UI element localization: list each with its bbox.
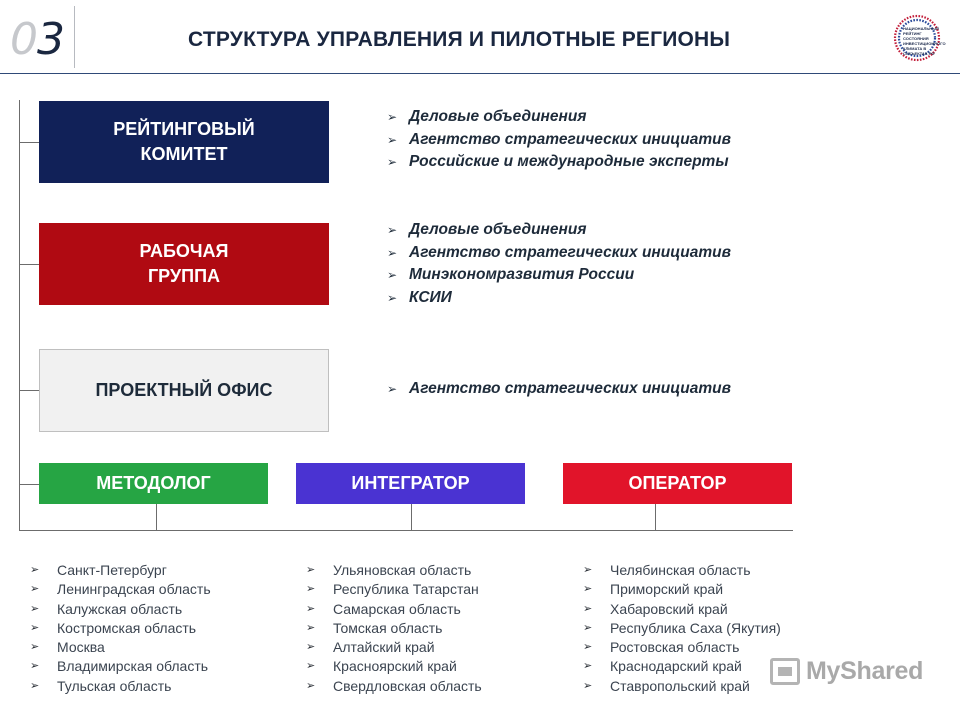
myshared-icon — [770, 658, 800, 685]
bullet-arrow-icon: ➢ — [306, 621, 316, 634]
methodologist-label: МЕТОДОЛОГ — [96, 473, 211, 493]
rating-committee-label: РЕЙТИНГОВЫЙ КОМИТЕТ — [113, 119, 255, 164]
list-item — [30, 638, 211, 657]
header-divider — [74, 6, 75, 68]
list-item — [583, 561, 781, 580]
list-item — [30, 619, 211, 638]
list-item — [387, 151, 731, 174]
list-item-text: Деловые объединения — [409, 108, 587, 125]
list-item-text: Челябинская область — [610, 562, 751, 578]
bullet-arrow-icon: ➢ — [306, 564, 316, 576]
watermark-text: MyShared — [806, 657, 924, 685]
rating-logo-text: НАЦИОНАЛЬНЫЙ РЕЙТИНГ СОСТОЯНИЯ ИНВЕСТИЦИОННОГО КЛИМАТА В СУБЪЕКТАХ РФ — [903, 26, 946, 56]
list-item-text: Российские и международные эксперты — [409, 153, 729, 170]
list-item — [583, 600, 781, 619]
hierarchy-line — [19, 100, 20, 531]
list-item-text: Ростовская область — [610, 639, 740, 656]
list-item-text: Москва — [57, 639, 105, 656]
list-item — [30, 657, 211, 676]
page-title: СТРУКТУРА УПРАВЛЕНИЯ И ПИЛОТНЫЕ РЕГИОНЫ — [188, 28, 731, 51]
bullet-arrow-icon: ➢ — [583, 564, 593, 576]
bullet-arrow-icon: ➢ — [387, 132, 398, 147]
bullet-arrow-icon: ➢ — [583, 602, 593, 615]
connector-working — [19, 264, 39, 265]
list-item-text: Республика Саха (Якутия) — [610, 619, 781, 636]
list-item — [583, 638, 781, 657]
list-item — [387, 287, 731, 310]
list-item — [387, 264, 731, 287]
list-item — [306, 657, 482, 676]
list-item-text: Красноярский край — [333, 658, 457, 675]
list-item-text: Санкт-Петербург — [57, 562, 167, 578]
list-item-text: Ленинградская область — [57, 581, 211, 598]
project-office-label: ПРОЕКТНЫЙ ОФИС — [95, 380, 273, 400]
list-item-text: Минэкономразвития России — [409, 266, 635, 283]
operator-box — [563, 463, 792, 504]
bullet-arrow-icon: ➢ — [30, 621, 40, 634]
list-item-text: Костромская область — [57, 619, 197, 636]
list-item — [583, 619, 781, 638]
methodologist-regions — [30, 561, 211, 696]
list-item — [387, 129, 731, 152]
list-item-text: Томская область — [333, 619, 443, 636]
list-item-text: Агентство стратегических инициатив — [409, 380, 731, 397]
working-group-label: РАБОЧАЯ ГРУППА — [139, 241, 229, 286]
list-item-text: Деловые объединения — [409, 221, 587, 238]
list-item-text: Калужская область — [57, 600, 183, 617]
slide-number-zero: 0 — [10, 14, 37, 65]
integrator-box — [296, 463, 525, 504]
bullet-arrow-icon: ➢ — [387, 290, 398, 305]
bullet-arrow-icon: ➢ — [306, 660, 316, 673]
list-item-text: Самарская область — [333, 600, 461, 617]
list-item — [306, 677, 482, 696]
list-item — [30, 561, 211, 580]
list-item-text: Алтайский край — [333, 639, 435, 656]
project-office-box — [39, 349, 329, 432]
bullet-arrow-icon: ➢ — [30, 660, 40, 673]
connector-operator — [655, 504, 656, 531]
list-item — [306, 600, 482, 619]
list-item-text: Краснодарский край — [610, 658, 742, 675]
list-item-text: Приморский край — [610, 581, 724, 598]
bullet-arrow-icon: ➢ — [387, 382, 398, 396]
bullet-arrow-icon: ➢ — [30, 602, 40, 615]
list-item-text: Ставропольский край — [610, 677, 750, 694]
list-item — [30, 677, 211, 696]
slide-number-digit: 3 — [37, 14, 64, 65]
list-item — [583, 677, 781, 696]
operator-label: ОПЕРАТОР — [628, 473, 727, 493]
working-group-members — [387, 219, 731, 309]
list-item — [306, 619, 482, 638]
bullet-arrow-icon: ➢ — [387, 155, 398, 169]
bullet-arrow-icon: ➢ — [387, 268, 398, 282]
header-rule — [0, 73, 960, 74]
list-item-text: Свердловская область — [333, 677, 482, 694]
list-item-text: КСИИ — [409, 288, 452, 306]
bullet-arrow-icon: ➢ — [30, 679, 40, 692]
methodologist-box — [39, 463, 268, 504]
bullet-arrow-icon: ➢ — [306, 679, 316, 692]
bullet-arrow-icon: ➢ — [30, 583, 40, 596]
bullet-arrow-icon: ➢ — [583, 621, 593, 634]
list-item-text: Агентство стратегических инициатив — [409, 130, 731, 148]
list-item-text: Республика Татарстан — [333, 581, 479, 598]
list-item — [583, 657, 781, 676]
connector-rating — [19, 142, 39, 143]
bullet-arrow-icon: ➢ — [583, 583, 593, 596]
list-item — [387, 242, 731, 265]
bullet-arrow-icon: ➢ — [30, 641, 40, 654]
list-item — [583, 580, 781, 599]
connector-integrator — [411, 504, 412, 531]
bullet-arrow-icon: ➢ — [387, 223, 398, 237]
project-office-members — [387, 378, 731, 401]
list-item — [30, 580, 211, 599]
list-item — [387, 219, 731, 242]
list-item — [387, 106, 731, 129]
myshared-watermark — [770, 657, 923, 686]
connector-office — [19, 390, 39, 391]
connector-methodologist — [156, 504, 157, 531]
list-item — [387, 378, 731, 401]
list-item-text: Владимирская область — [57, 658, 209, 675]
integrator-label: ИНТЕГРАТОР — [351, 473, 470, 493]
rating-committee-box — [39, 101, 329, 183]
integrator-regions — [306, 561, 482, 696]
bullet-arrow-icon: ➢ — [306, 641, 316, 654]
bullet-arrow-icon: ➢ — [30, 564, 40, 576]
bullet-arrow-icon: ➢ — [306, 602, 316, 615]
operator-regions — [583, 561, 781, 696]
slide-number — [10, 14, 64, 66]
list-item-text: Тульская область — [57, 677, 172, 694]
bullet-arrow-icon: ➢ — [306, 583, 316, 596]
connector-roles — [19, 484, 39, 485]
rating-committee-members — [387, 106, 731, 174]
working-group-box — [39, 223, 329, 305]
roles-baseline — [19, 530, 793, 531]
list-item-text: Ульяновская область — [333, 562, 472, 578]
bullet-arrow-icon: ➢ — [387, 245, 398, 260]
list-item — [30, 600, 211, 619]
list-item — [306, 580, 482, 599]
list-item-text: Агентство стратегических инициатив — [409, 243, 731, 261]
bullet-arrow-icon: ➢ — [583, 679, 593, 692]
rating-logo-icon — [891, 12, 947, 64]
list-item — [306, 561, 482, 580]
bullet-arrow-icon: ➢ — [387, 110, 398, 124]
list-item-text: Хабаровский край — [610, 600, 728, 617]
list-item — [306, 638, 482, 657]
bullet-arrow-icon: ➢ — [583, 641, 593, 654]
bullet-arrow-icon: ➢ — [583, 660, 593, 673]
